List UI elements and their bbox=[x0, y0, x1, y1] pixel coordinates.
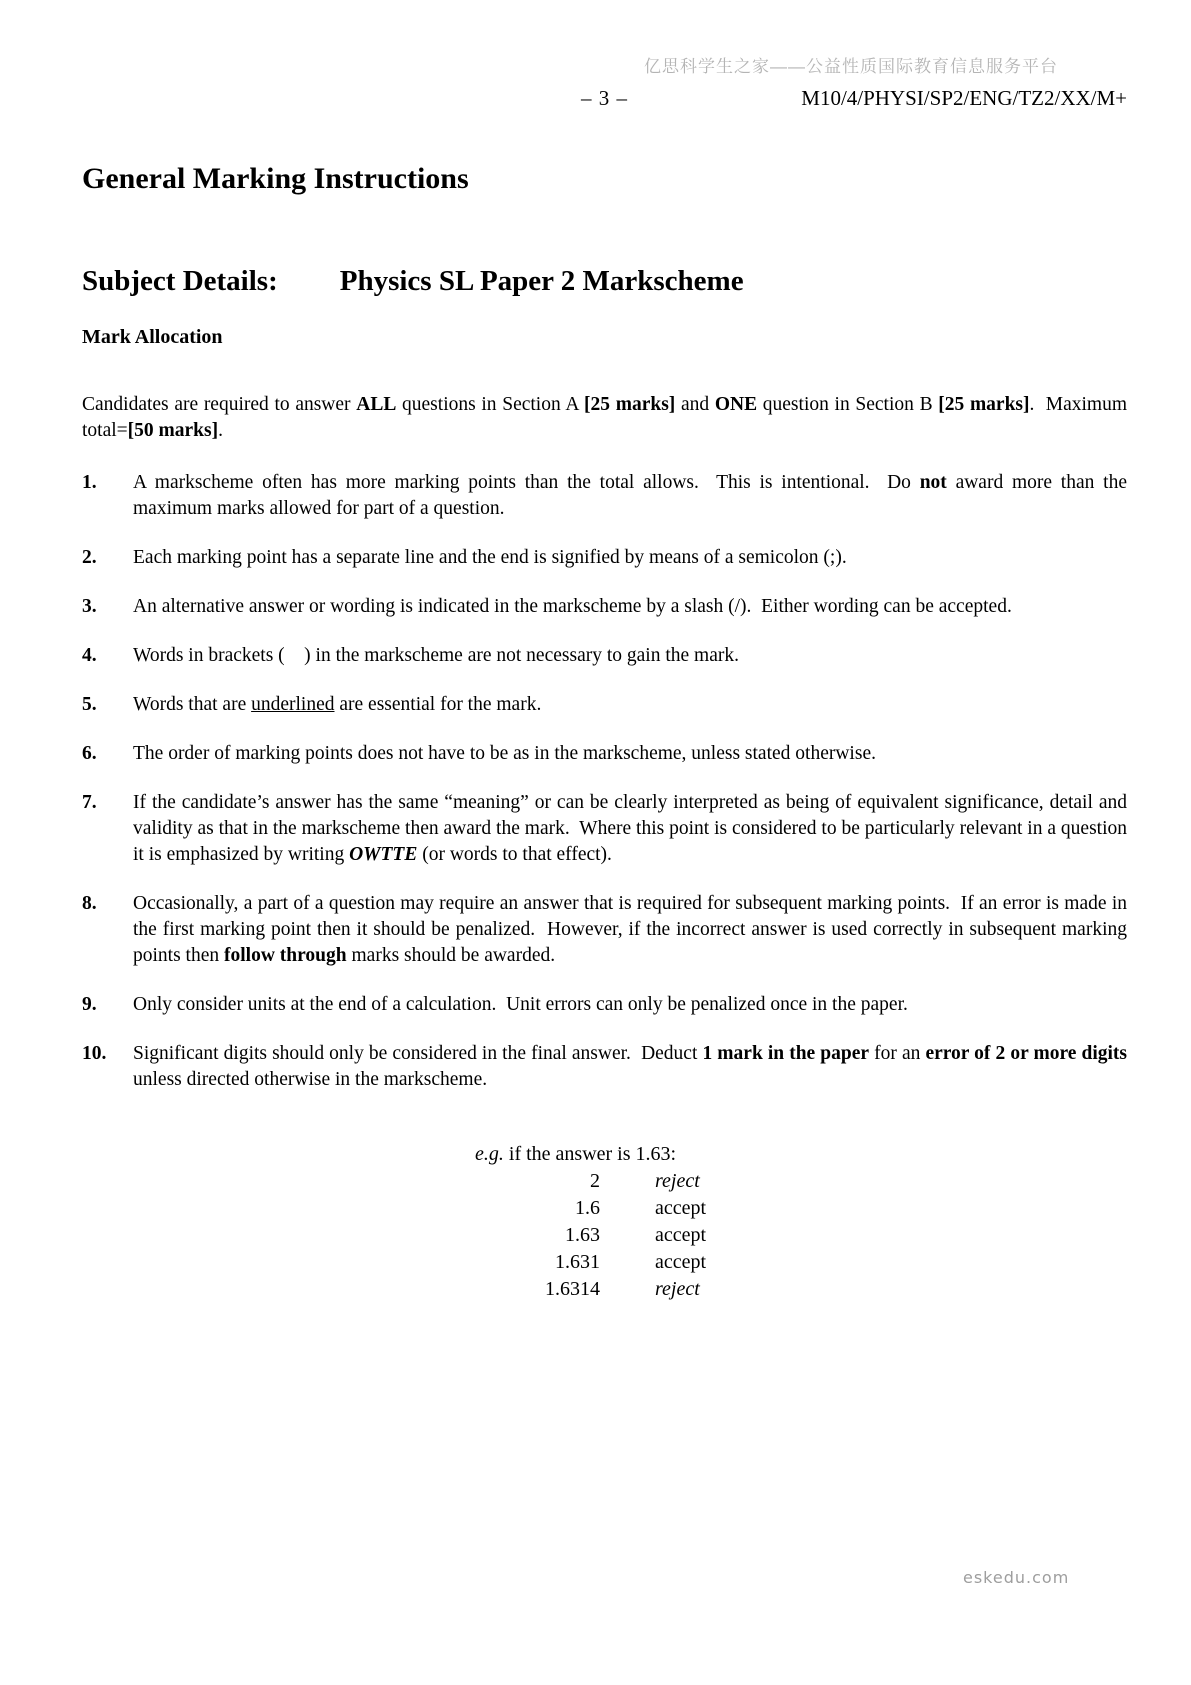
example-verdict: accept bbox=[655, 1224, 707, 1246]
instruction-text: Only consider units at the end of a calculation. Unit errors can only be penalized once in the paper. bbox=[133, 994, 908, 1015]
subject-details-label: Subject Details: bbox=[82, 265, 278, 297]
instruction-item bbox=[82, 692, 1127, 718]
instruction-item bbox=[82, 891, 1127, 969]
instruction-text: The order of marking points does not have to be as in the markscheme, unless stated otherwise. bbox=[133, 743, 876, 764]
instruction-number: 9. bbox=[82, 994, 97, 1015]
page-content bbox=[82, 160, 1127, 1303]
paper-code: M10/4/PHYSI/SP2/ENG/TZ2/XX/M+ bbox=[801, 86, 1127, 110]
example-value: 1.6 bbox=[575, 1197, 600, 1219]
instruction-number: 4. bbox=[82, 645, 97, 666]
example-value: 1.6314 bbox=[545, 1278, 600, 1300]
sig-digits-example bbox=[82, 1141, 1127, 1303]
example-value: 1.631 bbox=[555, 1251, 600, 1273]
page-header bbox=[82, 86, 1127, 114]
mark-allocation-heading: Mark Allocation bbox=[82, 326, 223, 348]
instruction-number: 7. bbox=[82, 792, 97, 813]
instruction-text: If the candidate’s answer has the same “meaning” or can be clearly interpreted as being of equivalent significance, detail and validity as that in the markscheme then award the mark. Where this point is considered to be particularly relevant in a question it is emphasized by writing OWTTE (or words to that effect). bbox=[133, 792, 1127, 865]
page-number: – 3 – bbox=[581, 86, 628, 110]
top-watermark-text: 亿思科学生之家——公益性质国际教育信息服务平台 bbox=[644, 57, 1058, 76]
instruction-number: 2. bbox=[82, 547, 97, 568]
instruction-text: Each marking point has a separate line and the end is signified by means of a semicolon (;). bbox=[133, 547, 847, 568]
instruction-number: 6. bbox=[82, 743, 97, 764]
instruction-number: 1. bbox=[82, 472, 97, 493]
instruction-text: An alternative answer or wording is indicated in the markscheme by a slash (/). Either wording can be accepted. bbox=[133, 596, 1012, 617]
instruction-item bbox=[82, 545, 1127, 571]
example-verdict: accept bbox=[655, 1251, 707, 1273]
instruction-text: Occasionally, a part of a question may require an answer that is required for subsequent marking points. If an error is made in the first marking point then it should be penalized. However, if the incorrect answer is used correctly in subsequent marking points then follow through marks should be awarded. bbox=[133, 893, 1127, 966]
instruction-item bbox=[82, 741, 1127, 767]
instruction-number: 10. bbox=[82, 1043, 107, 1064]
example-row bbox=[82, 1276, 1127, 1303]
instruction-number: 3. bbox=[82, 596, 97, 617]
example-row bbox=[82, 1168, 1127, 1195]
instruction-number: 5. bbox=[82, 694, 97, 715]
bottom-watermark-text: eskedu.com bbox=[963, 1568, 1070, 1587]
example-row bbox=[82, 1195, 1127, 1222]
example-value: 1.63 bbox=[565, 1224, 600, 1246]
example-verdict: reject bbox=[655, 1170, 700, 1192]
page-title: General Marking Instructions bbox=[82, 162, 469, 195]
example-row bbox=[82, 1249, 1127, 1276]
subject-details-row bbox=[82, 262, 1127, 300]
instruction-item bbox=[82, 1041, 1127, 1093]
example-verdict: accept bbox=[655, 1197, 707, 1219]
instruction-text: Words in brackets ( ) in the markscheme are not necessary to gain the mark. bbox=[133, 645, 739, 666]
instruction-item bbox=[82, 790, 1127, 868]
example-row bbox=[82, 1222, 1127, 1249]
subject-details-value: Physics SL Paper 2 Markscheme bbox=[339, 265, 744, 297]
example-value: 2 bbox=[590, 1170, 600, 1192]
instruction-text: Words that are underlined are essential for the mark. bbox=[133, 694, 542, 715]
example-verdict: reject bbox=[655, 1278, 700, 1300]
instruction-text: Significant digits should only be considered in the final answer. Deduct 1 mark in the paper for an error of 2 or more digits unless directed otherwise in the markscheme. bbox=[133, 1043, 1128, 1090]
example-heading: e.g. if the answer is 1.63: bbox=[475, 1143, 677, 1165]
instruction-item bbox=[82, 643, 1127, 669]
instruction-text: A markscheme often has more marking points than the total allows. This is intentional. Do not award more than the maximum marks allowed for part of a question. bbox=[133, 472, 1127, 519]
intro-paragraph: Candidates are required to answer ALL questions in Section A [25 marks] and ONE question in Section B [25 marks]. Maximum total=[50 marks]. bbox=[82, 394, 1128, 441]
instruction-item bbox=[82, 992, 1127, 1018]
instruction-item bbox=[82, 594, 1127, 620]
instruction-number: 8. bbox=[82, 893, 97, 914]
instructions-list bbox=[82, 470, 1127, 1093]
instruction-item bbox=[82, 470, 1127, 522]
